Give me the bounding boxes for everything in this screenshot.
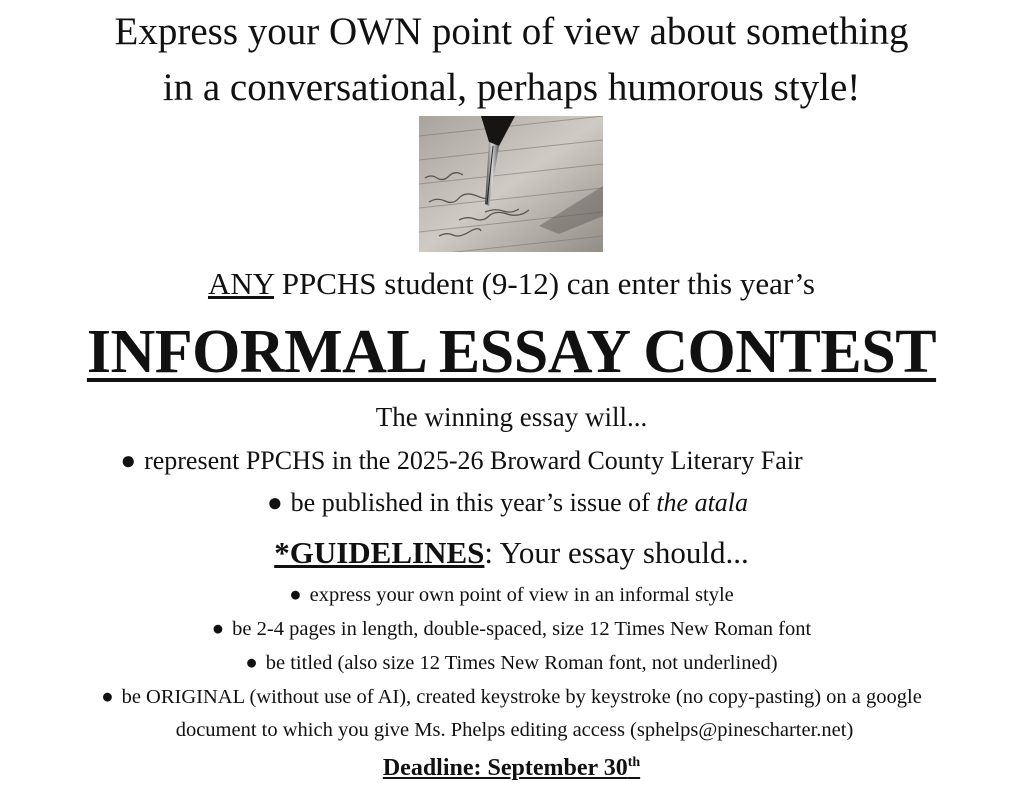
deadline-text: Deadline: September 30 bbox=[382, 755, 628, 781]
headline-line-2: in a conversational, perhaps humorous style! bbox=[162, 66, 861, 109]
guidelines-intro: : Your essay should... bbox=[484, 535, 749, 570]
guidelines-heading bbox=[0, 533, 1023, 573]
prize-item-text: be published in this year’s issue of bbox=[290, 488, 657, 517]
bullet-icon: ● bbox=[245, 652, 258, 674]
deadline bbox=[0, 752, 1023, 784]
deadline-suffix: th bbox=[627, 755, 641, 770]
bullet-icon: ● bbox=[211, 618, 225, 640]
guideline-item bbox=[0, 615, 1023, 643]
bullet-icon: ● bbox=[101, 686, 114, 708]
bullet-icon: ● bbox=[266, 488, 283, 517]
prize-item-text: represent PPCHS in the 2025-26 Broward County Literary Fair bbox=[144, 446, 803, 475]
guidelines-label: *GUIDELINES bbox=[274, 535, 485, 570]
eligibility-emphasis: ANY bbox=[207, 266, 274, 301]
eligibility-text: PPCHS student (9-12) can enter this year’s bbox=[274, 266, 815, 301]
eligibility-line bbox=[0, 264, 1023, 304]
guideline-item-continued: document to which you give Ms. Phelps editing access (sphelps@pinescharter.net) bbox=[175, 719, 854, 741]
fountain-pen-writing-photo bbox=[419, 116, 603, 252]
prize-item-literary-fair bbox=[0, 444, 973, 478]
bullet-icon: ● bbox=[289, 584, 302, 606]
bullet-icon: ● bbox=[120, 446, 137, 475]
guideline-item bbox=[0, 683, 1023, 711]
publication-name: the atala bbox=[656, 488, 749, 517]
guideline-text: express your own point of view in an informal style bbox=[309, 584, 734, 606]
guideline-text: be titled (also size 12 Times New Roman font, not underlined) bbox=[265, 652, 778, 674]
guideline-text: be 2-4 pages in length, double-spaced, size 12 Times New Roman font bbox=[232, 618, 812, 640]
guideline-item bbox=[0, 581, 1023, 609]
guideline-text: be ORIGINAL (without use of AI), created keystroke by keystroke (no copy-pasting) on a google bbox=[121, 686, 922, 708]
headline-line-1: Express your OWN point of view about something bbox=[114, 10, 909, 53]
winning-intro: The winning essay will... bbox=[375, 402, 648, 432]
contest-title: INFORMAL ESSAY CONTEST bbox=[86, 318, 937, 386]
prize-item-atala bbox=[0, 486, 1019, 520]
guideline-item bbox=[0, 649, 1023, 677]
